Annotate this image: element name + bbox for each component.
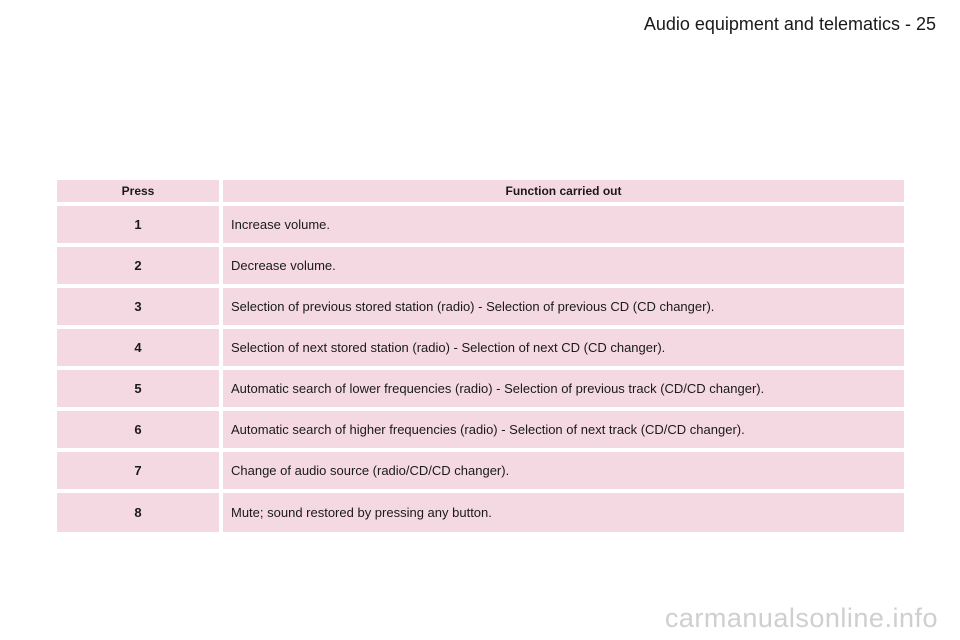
table-header-row — [57, 180, 904, 202]
table-row — [57, 288, 904, 325]
function-table — [57, 180, 904, 536]
table-row — [57, 206, 904, 243]
table-row — [57, 370, 904, 407]
function-text: Automatic search of higher frequencies (radio) - Selection of next track (CD/CD changer). — [223, 411, 904, 448]
press-key: 6 — [57, 411, 219, 448]
page-title: Audio equipment and telematics - 25 — [643, 14, 936, 34]
function-text: Decrease volume. — [223, 247, 904, 284]
press-key: 1 — [57, 206, 219, 243]
column-header-function: Function carried out — [223, 180, 904, 202]
table-row — [57, 329, 904, 366]
function-text: Mute; sound restored by pressing any button. — [223, 493, 904, 532]
table-row — [57, 247, 904, 284]
table-row — [57, 411, 904, 448]
press-key: 8 — [57, 493, 219, 532]
function-text: Selection of next stored station (radio) - Selection of next CD (CD changer). — [223, 329, 904, 366]
watermark: carmanualsonline.info — [664, 603, 938, 633]
press-key: 5 — [57, 370, 219, 407]
press-key: 7 — [57, 452, 219, 489]
function-text: Selection of previous stored station (radio) - Selection of previous CD (CD changer). — [223, 288, 904, 325]
column-header-press: Press — [57, 180, 219, 202]
function-text: Change of audio source (radio/CD/CD changer). — [223, 452, 904, 489]
function-text: Increase volume. — [223, 206, 904, 243]
function-text: Automatic search of lower frequencies (radio) - Selection of previous track (CD/CD changer). — [223, 370, 904, 407]
table-row — [57, 452, 904, 489]
table-row — [57, 493, 904, 532]
press-key: 4 — [57, 329, 219, 366]
press-key: 3 — [57, 288, 219, 325]
press-key: 2 — [57, 247, 219, 284]
